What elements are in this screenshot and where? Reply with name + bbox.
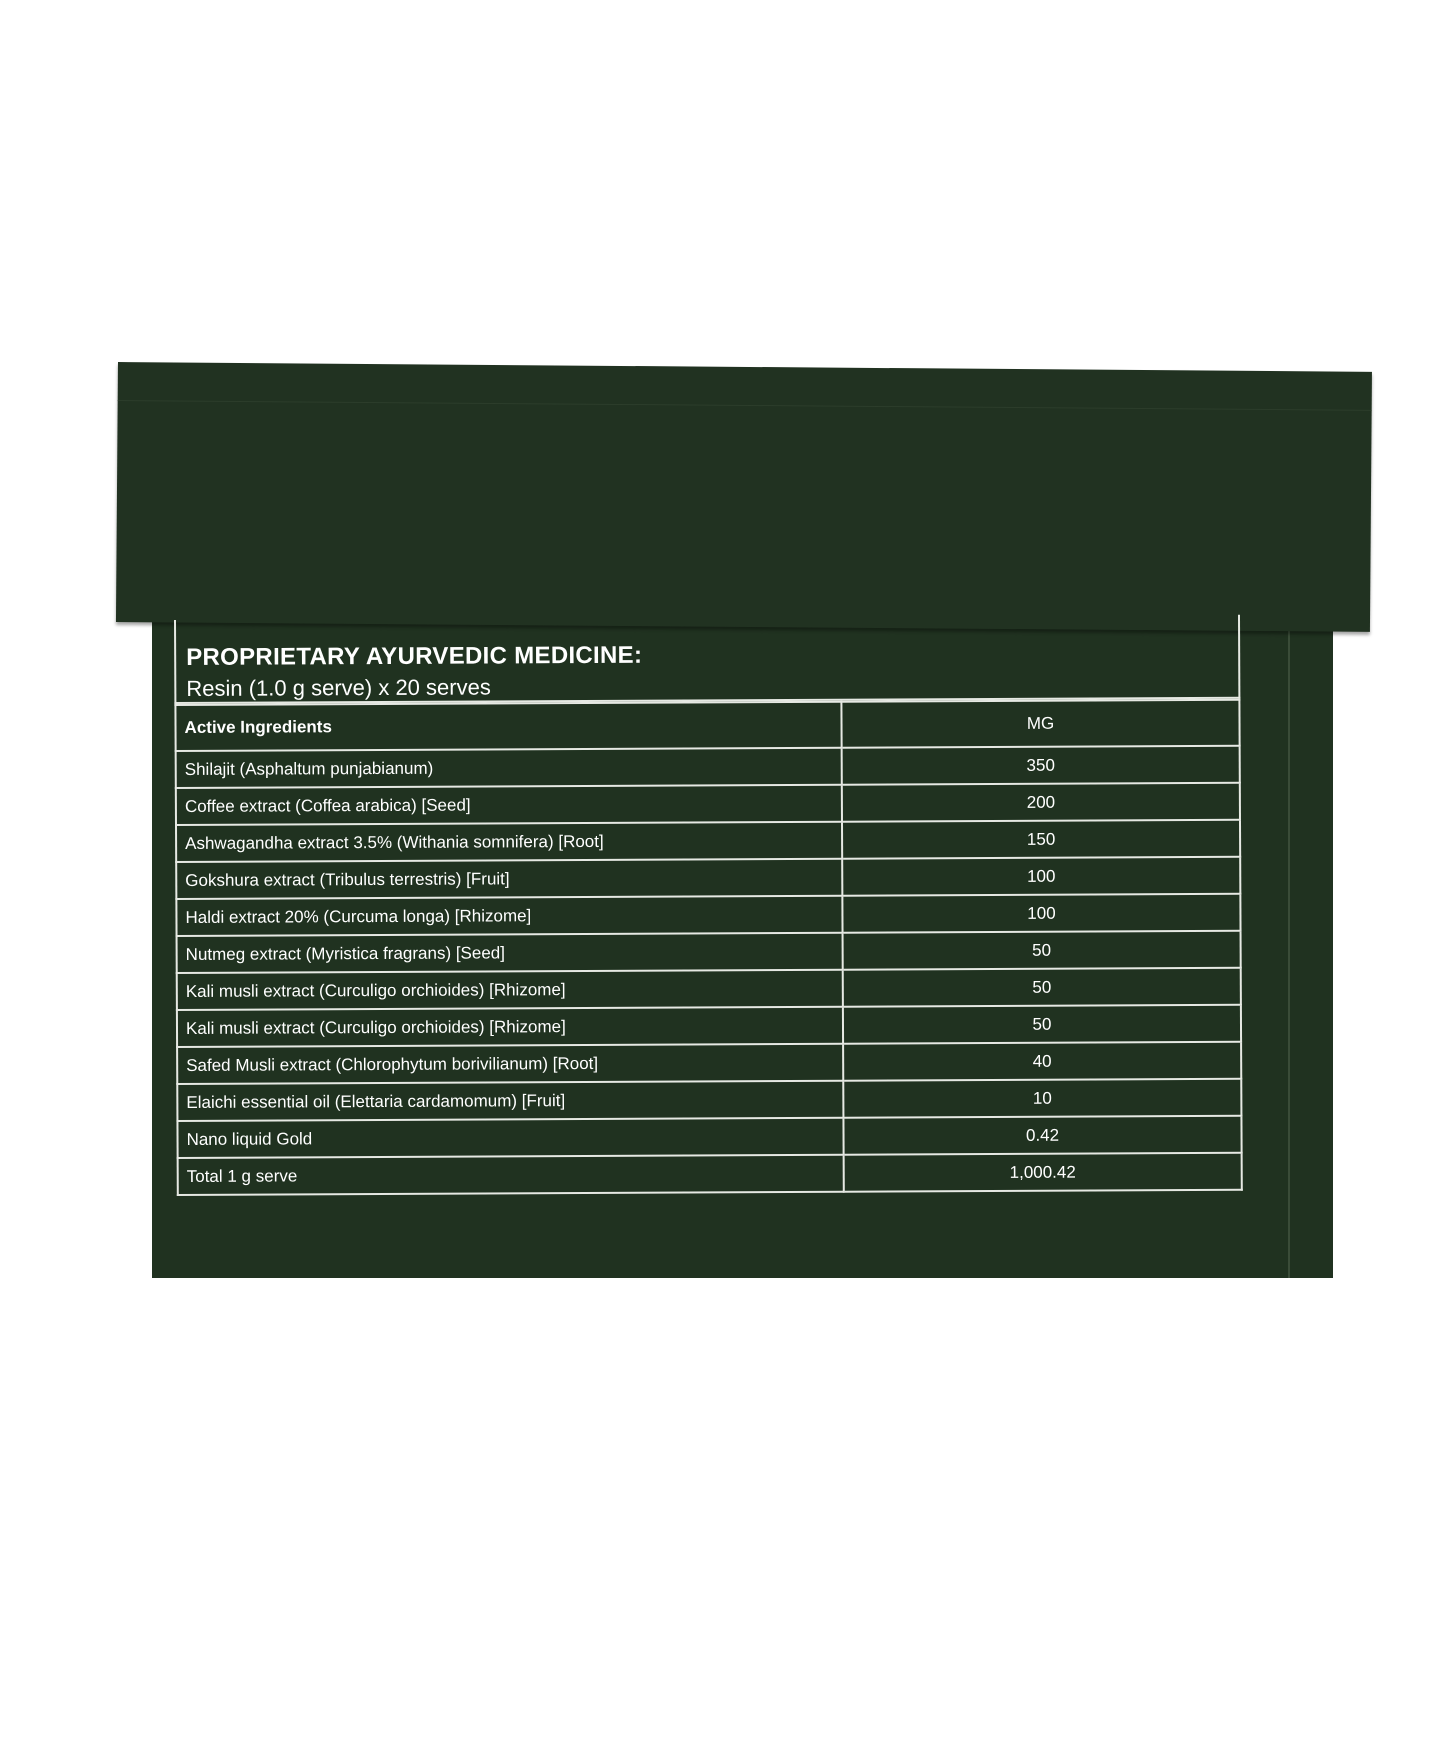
ingredient-name: Shilajit (Asphaltum punjabianum) — [176, 748, 842, 788]
table-row — [176, 746, 1240, 788]
table-row — [176, 857, 1240, 899]
table-row — [178, 1153, 1242, 1195]
ingredient-name: Gokshura extract (Tribulus terrestris) [Fruit] — [176, 859, 842, 899]
table-row — [177, 1116, 1241, 1158]
table-row — [177, 931, 1241, 973]
lid-seam — [118, 400, 1372, 411]
package-lid — [116, 362, 1372, 632]
table-row — [177, 1079, 1241, 1121]
ingredient-name: Coffee extract (Coffea arabica) [Seed] — [176, 785, 842, 825]
ingredient-mg: 10 — [843, 1079, 1241, 1118]
ingredient-mg: 150 — [842, 820, 1240, 859]
ingredient-mg: 100 — [842, 857, 1240, 896]
ingredient-name: Nutmeg extract (Myristica fragrans) [Seed] — [177, 933, 843, 973]
table-header-row — [175, 700, 1239, 751]
table-row — [177, 1005, 1241, 1047]
label-title: PROPRIETARY AYURVEDIC MEDICINE: — [186, 641, 643, 671]
ingredient-name: Haldi extract 20% (Curcuma longa) [Rhizome] — [176, 896, 842, 936]
column-header-mg: MG — [841, 700, 1239, 748]
ingredient-name: Total 1 g serve — [178, 1155, 844, 1195]
ingredient-mg: 1,000.42 — [844, 1153, 1242, 1192]
ingredient-name: Elaichi essential oil (Elettaria cardamomum) [Fruit] — [177, 1081, 843, 1121]
package-fold-edge — [1288, 620, 1290, 1278]
ingredient-mg: 350 — [842, 746, 1240, 785]
label-header — [174, 615, 1240, 704]
table-row — [176, 820, 1240, 862]
ingredient-name: Safed Musli extract (Chlorophytum borivilianum) [Root] — [177, 1044, 843, 1084]
ingredient-mg: 200 — [842, 783, 1240, 822]
ingredient-name: Ashwagandha extract 3.5% (Withania somnifera) [Root] — [176, 822, 842, 862]
label-subtitle: Resin (1.0 g serve) x 20 serves — [186, 674, 491, 701]
ingredient-mg: 50 — [843, 968, 1241, 1007]
ingredient-mg: 50 — [843, 931, 1241, 970]
table-row — [176, 783, 1240, 825]
ingredient-mg: 0.42 — [843, 1116, 1241, 1155]
table-row — [176, 894, 1240, 936]
ingredient-mg: 50 — [843, 1005, 1241, 1044]
ingredients-table — [174, 699, 1242, 1196]
ingredient-mg: 40 — [843, 1042, 1241, 1081]
ingredient-name: Kali musli extract (Curculigo orchioides) [Rhizome] — [177, 1007, 843, 1047]
ingredient-mg: 100 — [842, 894, 1240, 933]
table-row — [177, 968, 1241, 1010]
ingredient-label — [174, 615, 1243, 1196]
ingredient-name: Nano liquid Gold — [177, 1118, 843, 1158]
column-header-ingredients: Active Ingredients — [175, 702, 841, 751]
table-row — [177, 1042, 1241, 1084]
ingredient-name: Kali musli extract (Curculigo orchioides) [Rhizome] — [177, 970, 843, 1010]
